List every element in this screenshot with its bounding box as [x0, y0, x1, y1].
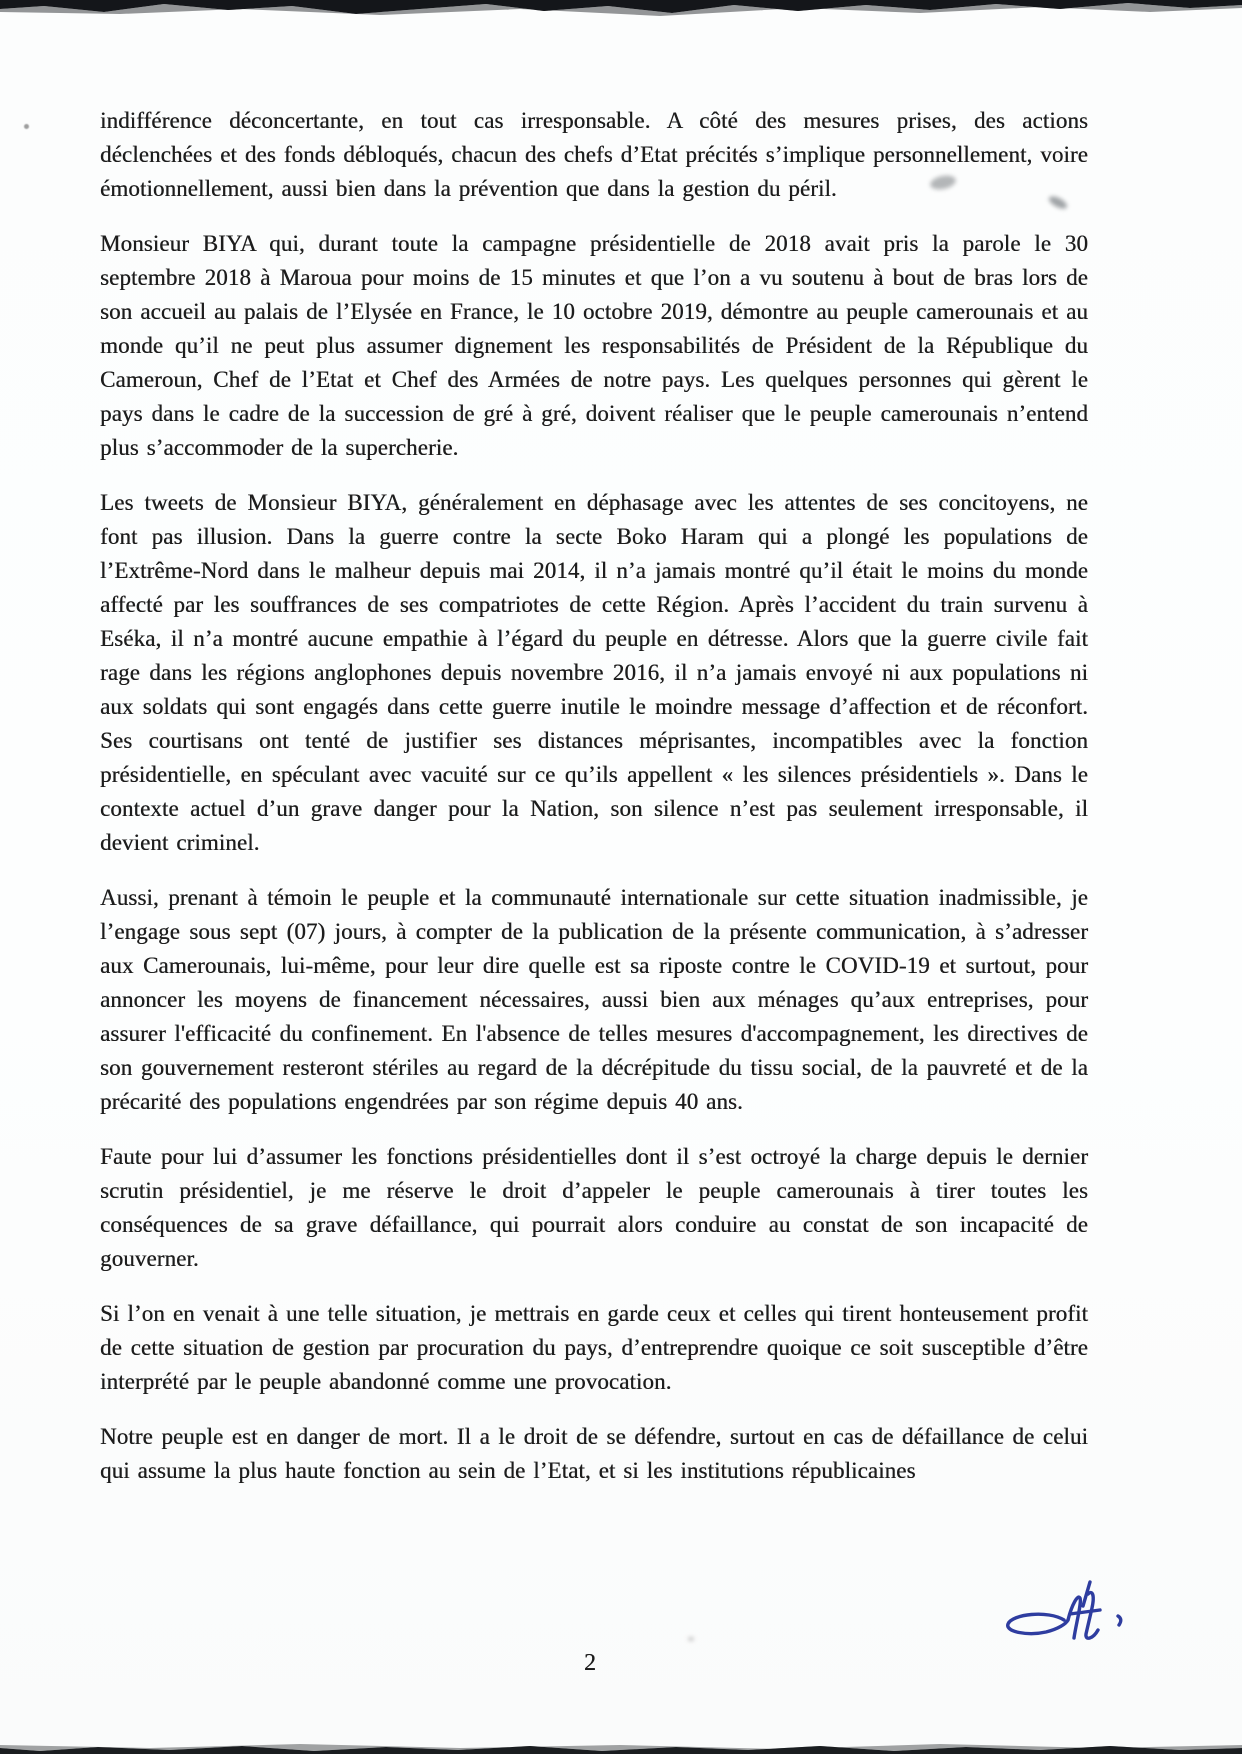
document-body [100, 104, 1088, 1509]
body-paragraph: Aussi, prenant à témoin le peuple et la communauté internationale sur cette situation inadmissible, je l’engage sous sept (07) jours, à compter de la publication de la présente communication, à s’adresser aux Camerounais, lui-même, pour leur dire quelle est sa riposte contre le COVID-19 et surtout, pour annoncer les moyens de financement nécessaires, aussi bien aux ménages qu’aux entreprises, pour assurer l'efficacité du confinement. En l'absence de telles mesures d'accompagnement, les directives de son gouvernement resteront stériles au regard de la décrépitude du tissu social, de la pauvreté et de la précarité des populations engendrées par son régime depuis 40 ans. [100, 885, 1088, 1114]
body-paragraph: Les tweets de Monsieur BIYA, généralement en déphasage avec les attentes de ses concitoyens, ne font pas illusion. Dans la guerre contre la secte Boko Haram qui a plongé les populations de l’Extrême-Nord dans le malheur depuis mai 2014, il n’a jamais montré qu’il était le moins du monde affecté par les souffrances de ses compatriotes de cette Région. Après l’accident du train survenu à Eséka, il n’a montré aucune empathie à l’égard du peuple en détresse. Alors que la guerre civile fait rage dans les régions anglophones depuis novembre 2016, il n’a jamais envoyé ni aux populations ni aux soldats qui sont engagés dans cette guerre inutile le moindre message d’affection et de réconfort. Ses courtisans ont tenté de justifier ses distances méprisantes, incompatibles avec la fonction présidentielle, en spéculant avec vacuité sur ce qu’ils appellent « les silences présidentiels ». Dans le contexte actuel d’un grave danger pour la Nation, son silence n’est pas seulement irresponsable, il devient criminel. [100, 490, 1088, 855]
body-paragraph: Faute pour lui d’assumer les fonctions présidentielles dont il s’est octroyé la charge depuis le dernier scrutin présidentiel, je me réserve le droit d’appeler le peuple camerounais à tirer toutes les conséquences de sa grave défaillance, qui pourrait alors conduire au constat de son incapacité de gouverner. [100, 1144, 1088, 1271]
scan-edge-top [0, 0, 1242, 18]
signature-initials-icon [1002, 1580, 1132, 1652]
scan-speck [24, 124, 29, 129]
page-number: 2 [584, 1650, 596, 1676]
body-paragraph: Si l’on en venait à une telle situation, je mettrais en garde ceux et celles qui tirent honteusement profit de cette situation de gestion par procuration du pays, d’entreprendre quoique ce soit susceptible d’être interprété par le peuple abandonné comme une provocation. [100, 1301, 1088, 1394]
scan-speck [688, 1637, 694, 1641]
body-paragraph: Monsieur BIYA qui, durant toute la campagne présidentielle de 2018 avait pris la parole le 30 septembre 2018 à Maroua pour moins de 15 minutes et que l’on a vu soutenu à bout de bras lors de son accueil au palais de l’Elysée en France, le 10 octobre 2019, démontre au peuple camerounais et au monde qu’il ne peut plus assumer dignement les responsabilités de Président de la République du Cameroun, Chef de l’Etat et Chef des Armées de notre pays. Les quelques personnes qui gèrent le pays dans le cadre de la succession de gré à gré, doivent réaliser que le peuple camerounais n’entend plus s’accommoder de la supercherie. [100, 231, 1088, 460]
body-paragraph: indifférence déconcertante, en tout cas irresponsable. A côté des mesures prises, des actions déclenchées et des fonds débloqués, chacun des chefs d’Etat précités s’implique personnellement, voire émotionnellement, aussi bien dans la prévention que dans la gestion du péril. [100, 108, 1088, 201]
body-paragraph: Notre peuple est en danger de mort. Il a le droit de se défendre, surtout en cas de défaillance de celui qui assume la plus haute fonction au sein de l’Etat, et si les institutions républicaines [100, 1424, 1088, 1483]
scan-edge-bottom [0, 1742, 1242, 1754]
